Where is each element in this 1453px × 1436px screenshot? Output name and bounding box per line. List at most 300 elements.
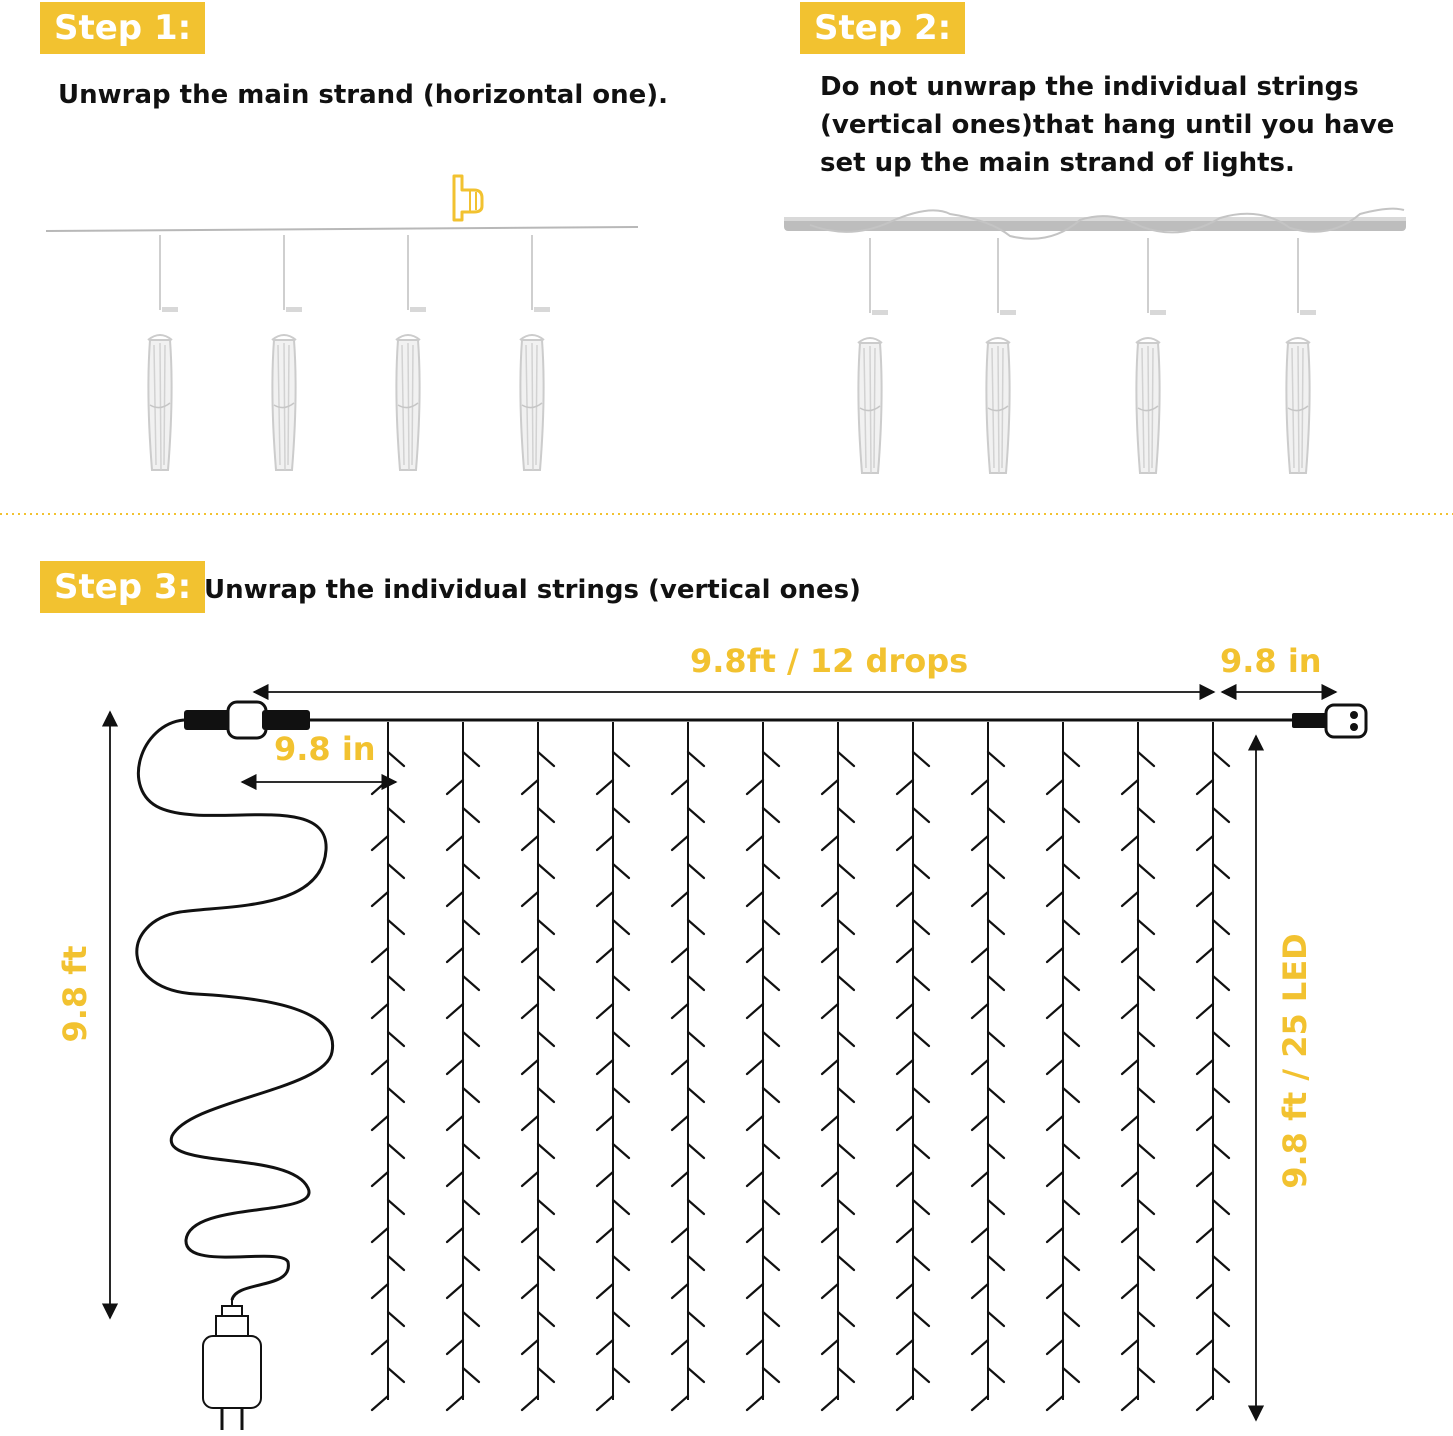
led-bulb bbox=[1047, 1116, 1063, 1130]
led-bulb bbox=[1213, 1144, 1229, 1158]
led-bulb bbox=[913, 1144, 929, 1158]
led-bulb bbox=[838, 1032, 854, 1046]
led-bulb bbox=[388, 1088, 404, 1102]
led-bulb bbox=[1063, 920, 1079, 934]
led-bulb bbox=[447, 1284, 463, 1298]
led-bulb bbox=[747, 836, 763, 850]
led-bulb bbox=[447, 1172, 463, 1186]
led-bulb bbox=[763, 1368, 779, 1382]
led-bulb bbox=[597, 1340, 613, 1354]
led-bulb bbox=[538, 1200, 554, 1214]
led-bulb bbox=[538, 1144, 554, 1158]
led-bulb bbox=[988, 808, 1004, 822]
lead-height-label: 9.8 ft bbox=[56, 945, 94, 1043]
led-bulb bbox=[1197, 836, 1213, 850]
led-bulb bbox=[1047, 780, 1063, 794]
led-bulb bbox=[838, 1088, 854, 1102]
led-bulb bbox=[822, 892, 838, 906]
led-bulb bbox=[613, 1144, 629, 1158]
led-bulb bbox=[822, 1284, 838, 1298]
led-bulb bbox=[1213, 1088, 1229, 1102]
led-bulb bbox=[688, 1144, 704, 1158]
led-bulb bbox=[1063, 1088, 1079, 1102]
power-adapter-icon bbox=[203, 1298, 261, 1430]
led-bulb bbox=[1138, 976, 1154, 990]
led-bulb bbox=[613, 1088, 629, 1102]
led-bulb bbox=[1197, 1060, 1213, 1074]
led-bulb bbox=[897, 892, 913, 906]
led-bulb bbox=[822, 1228, 838, 1242]
led-bulb bbox=[822, 1004, 838, 1018]
led-bulb bbox=[763, 976, 779, 990]
led-bulb bbox=[388, 920, 404, 934]
led-bulb bbox=[372, 1004, 388, 1018]
led-bulb bbox=[822, 1172, 838, 1186]
led-bulb bbox=[522, 1060, 538, 1074]
led-bulb bbox=[463, 1144, 479, 1158]
led-bulb bbox=[988, 752, 1004, 766]
led-bulb bbox=[538, 1032, 554, 1046]
led-bulb bbox=[822, 1340, 838, 1354]
led-bulb bbox=[1213, 864, 1229, 878]
led-bulb bbox=[672, 1284, 688, 1298]
led-bulb bbox=[1063, 976, 1079, 990]
led-bulb bbox=[613, 1256, 629, 1270]
led-bulb bbox=[388, 1032, 404, 1046]
led-bulb bbox=[372, 836, 388, 850]
led-bulb bbox=[897, 836, 913, 850]
led-bulb bbox=[597, 1284, 613, 1298]
led-bulb bbox=[538, 808, 554, 822]
led-bulb bbox=[763, 1200, 779, 1214]
led-bulb bbox=[1047, 892, 1063, 906]
led-bulb bbox=[822, 836, 838, 850]
led-bulb bbox=[672, 1172, 688, 1186]
led-bulb bbox=[538, 864, 554, 878]
start-gap-label: 9.8 in bbox=[274, 730, 376, 768]
led-bulb bbox=[763, 1256, 779, 1270]
led-bulb bbox=[1213, 976, 1229, 990]
led-bulb bbox=[972, 892, 988, 906]
led-bulb bbox=[1197, 1004, 1213, 1018]
led-bulb bbox=[388, 1144, 404, 1158]
led-bulb bbox=[1047, 1172, 1063, 1186]
led-bulb bbox=[747, 1284, 763, 1298]
led-bulb bbox=[463, 1256, 479, 1270]
led-bulb bbox=[822, 1116, 838, 1130]
led-bulb bbox=[1138, 1144, 1154, 1158]
led-bulb bbox=[1063, 1144, 1079, 1158]
lead-cable bbox=[137, 720, 333, 1300]
led-bulb bbox=[1138, 920, 1154, 934]
led-bulb bbox=[838, 752, 854, 766]
led-bulb bbox=[913, 752, 929, 766]
led-bulb bbox=[538, 1088, 554, 1102]
led-bulb bbox=[1197, 1284, 1213, 1298]
led-bulb bbox=[763, 864, 779, 878]
led-bulb bbox=[463, 1312, 479, 1326]
led-bulb bbox=[613, 920, 629, 934]
led-bulb bbox=[988, 1312, 1004, 1326]
led-bulb bbox=[988, 1200, 1004, 1214]
width-dimension-label: 9.8ft / 12 drops bbox=[690, 642, 969, 680]
led-bulb bbox=[1197, 1172, 1213, 1186]
led-bulb bbox=[1213, 1368, 1229, 1382]
led-bulb bbox=[613, 1312, 629, 1326]
led-bulb bbox=[613, 752, 629, 766]
led-bulb bbox=[1213, 1312, 1229, 1326]
led-bulb bbox=[1197, 780, 1213, 794]
led-bulb bbox=[388, 1312, 404, 1326]
led-bulb bbox=[1122, 1228, 1138, 1242]
led-bulb bbox=[1138, 1312, 1154, 1326]
step-3-text: Unwrap the individual strings (vertical ones) bbox=[204, 575, 861, 605]
led-bulb bbox=[388, 976, 404, 990]
led-bulb bbox=[688, 1312, 704, 1326]
led-bulb bbox=[597, 1396, 613, 1410]
led-bulb bbox=[672, 948, 688, 962]
led-bulb bbox=[388, 864, 404, 878]
end-gap-label: 9.8 in bbox=[1220, 642, 1322, 680]
end-plug-icon bbox=[1292, 705, 1366, 737]
led-bulb bbox=[972, 948, 988, 962]
led-bulb bbox=[1197, 1116, 1213, 1130]
led-bulb bbox=[1213, 1032, 1229, 1046]
led-bulb bbox=[838, 1200, 854, 1214]
led-bulb bbox=[597, 1060, 613, 1074]
led-bulb bbox=[688, 1088, 704, 1102]
led-bulb bbox=[1063, 1200, 1079, 1214]
led-bulb bbox=[522, 1284, 538, 1298]
led-bulb bbox=[913, 864, 929, 878]
led-bulb bbox=[988, 1088, 1004, 1102]
led-bulb bbox=[1047, 1284, 1063, 1298]
led-bulb bbox=[688, 1368, 704, 1382]
led-bulb bbox=[988, 1256, 1004, 1270]
led-bulb bbox=[988, 920, 1004, 934]
led-bulb bbox=[447, 1116, 463, 1130]
led-bulb bbox=[747, 1004, 763, 1018]
led-bulb bbox=[897, 1172, 913, 1186]
led-bulb bbox=[538, 1368, 554, 1382]
step-1-illustration bbox=[46, 176, 638, 470]
led-bulb bbox=[447, 892, 463, 906]
led-bulb bbox=[747, 1116, 763, 1130]
led-bulb bbox=[972, 1172, 988, 1186]
led-bulb bbox=[1063, 864, 1079, 878]
led-bulb bbox=[447, 780, 463, 794]
led-bulb bbox=[747, 1060, 763, 1074]
led-bulb bbox=[972, 1284, 988, 1298]
led-bulb bbox=[763, 752, 779, 766]
led-bulb bbox=[763, 1312, 779, 1326]
led-bulb bbox=[913, 1088, 929, 1102]
led-bulb bbox=[672, 1340, 688, 1354]
led-bulb bbox=[897, 1060, 913, 1074]
led-bulb bbox=[688, 752, 704, 766]
led-bulb bbox=[1138, 1032, 1154, 1046]
led-bulb bbox=[463, 920, 479, 934]
led-bulb bbox=[463, 752, 479, 766]
led-bulb bbox=[913, 920, 929, 934]
led-bulb bbox=[613, 808, 629, 822]
led-bulb bbox=[1138, 1088, 1154, 1102]
led-bulb bbox=[1047, 1340, 1063, 1354]
led-bulb bbox=[447, 948, 463, 962]
drop-height-label: 9.8 ft / 25 LED bbox=[1276, 933, 1314, 1189]
led-bulb bbox=[522, 1172, 538, 1186]
led-bulb bbox=[972, 836, 988, 850]
led-bulb bbox=[613, 1032, 629, 1046]
led-bulb bbox=[372, 1172, 388, 1186]
led-bulb bbox=[672, 1396, 688, 1410]
led-bulb bbox=[988, 976, 1004, 990]
led-bulb bbox=[747, 892, 763, 906]
led-bulb bbox=[597, 948, 613, 962]
led-bulb bbox=[372, 1396, 388, 1410]
led-bulb bbox=[972, 1004, 988, 1018]
led-bulb bbox=[538, 1256, 554, 1270]
led-bulb bbox=[822, 1060, 838, 1074]
led-bulb bbox=[897, 1228, 913, 1242]
led-bulb bbox=[1122, 1396, 1138, 1410]
led-bulb bbox=[1197, 948, 1213, 962]
step-2-illustration bbox=[784, 209, 1406, 473]
led-bulb bbox=[388, 808, 404, 822]
led-bulb bbox=[522, 1004, 538, 1018]
led-bulb bbox=[838, 1312, 854, 1326]
led-bulb bbox=[1122, 1172, 1138, 1186]
led-bulb bbox=[972, 1060, 988, 1074]
led-bulb bbox=[447, 1340, 463, 1354]
led-bulb bbox=[447, 836, 463, 850]
led-bulb bbox=[447, 1396, 463, 1410]
led-bulb bbox=[672, 836, 688, 850]
led-bulb bbox=[688, 976, 704, 990]
led-bulb bbox=[747, 1396, 763, 1410]
led-bulb bbox=[372, 1060, 388, 1074]
led-bulb bbox=[913, 1312, 929, 1326]
led-bulb bbox=[522, 1396, 538, 1410]
led-bulb bbox=[763, 1032, 779, 1046]
led-bulb bbox=[1122, 1116, 1138, 1130]
led-bulb bbox=[913, 808, 929, 822]
led-bulb bbox=[372, 892, 388, 906]
led-bulb bbox=[913, 1368, 929, 1382]
led-bulb bbox=[1063, 1368, 1079, 1382]
led-bulb bbox=[822, 780, 838, 794]
led-bulb bbox=[1138, 808, 1154, 822]
led-bulb bbox=[463, 864, 479, 878]
led-bulb bbox=[463, 1032, 479, 1046]
led-bulb bbox=[1138, 1368, 1154, 1382]
led-bulb bbox=[1122, 1340, 1138, 1354]
led-bulb bbox=[1063, 1256, 1079, 1270]
led-bulb bbox=[838, 1256, 854, 1270]
led-bulb bbox=[897, 780, 913, 794]
led-bulb bbox=[688, 864, 704, 878]
led-bulb bbox=[913, 1256, 929, 1270]
led-bulb bbox=[913, 1200, 929, 1214]
led-bulb bbox=[372, 1340, 388, 1354]
pointing-hand-icon bbox=[454, 176, 482, 220]
led-bulb bbox=[1138, 752, 1154, 766]
led-bulb bbox=[838, 976, 854, 990]
step-1-text: Unwrap the main strand (horizontal one). bbox=[58, 80, 669, 110]
led-bulb bbox=[838, 1368, 854, 1382]
led-bulb bbox=[1122, 892, 1138, 906]
led-bulb bbox=[897, 948, 913, 962]
led-bulb bbox=[897, 1116, 913, 1130]
step-2-badge: Step 2: bbox=[800, 2, 965, 54]
led-bulb bbox=[763, 1088, 779, 1102]
led-bulb bbox=[1122, 948, 1138, 962]
led-bulb bbox=[913, 1032, 929, 1046]
led-bulb bbox=[672, 892, 688, 906]
led-bulb bbox=[597, 1228, 613, 1242]
led-bulb bbox=[747, 1340, 763, 1354]
led-bulb bbox=[613, 1368, 629, 1382]
led-bulb bbox=[388, 1256, 404, 1270]
step-1-badge: Step 1: bbox=[40, 2, 205, 54]
led-bulb bbox=[988, 1032, 1004, 1046]
led-bulb bbox=[597, 892, 613, 906]
led-bulb bbox=[972, 1228, 988, 1242]
led-bulb bbox=[447, 1060, 463, 1074]
led-bulb bbox=[747, 1172, 763, 1186]
led-bulb bbox=[1138, 1200, 1154, 1214]
led-bulb bbox=[1213, 920, 1229, 934]
led-bulb bbox=[1197, 1396, 1213, 1410]
led-bulb bbox=[822, 948, 838, 962]
step-3-badge: Step 3: bbox=[40, 561, 205, 613]
led-bulb bbox=[747, 1228, 763, 1242]
led-bulb bbox=[972, 1340, 988, 1354]
led-bulb bbox=[613, 1200, 629, 1214]
led-bulb bbox=[538, 1312, 554, 1326]
led-bulb bbox=[463, 1088, 479, 1102]
led-bulb bbox=[838, 808, 854, 822]
led-bulb bbox=[388, 1368, 404, 1382]
led-bulb bbox=[1197, 1340, 1213, 1354]
led-bulb bbox=[672, 1004, 688, 1018]
led-bulb bbox=[372, 1116, 388, 1130]
led-bulb bbox=[1138, 864, 1154, 878]
led-bulb bbox=[538, 976, 554, 990]
led-bulb bbox=[372, 1228, 388, 1242]
led-bulb bbox=[897, 1340, 913, 1354]
led-bulb bbox=[1213, 752, 1229, 766]
led-bulb bbox=[1122, 780, 1138, 794]
led-bulb bbox=[463, 1200, 479, 1214]
led-bulb bbox=[1213, 1200, 1229, 1214]
led-bulb bbox=[688, 920, 704, 934]
led-bulb bbox=[1063, 1312, 1079, 1326]
led-bulb bbox=[463, 808, 479, 822]
led-bulb bbox=[913, 976, 929, 990]
led-bulb bbox=[522, 892, 538, 906]
led-bulb bbox=[1063, 808, 1079, 822]
led-bulb bbox=[688, 1200, 704, 1214]
led-bulb bbox=[372, 1284, 388, 1298]
connector-icon bbox=[184, 702, 310, 738]
led-bulb bbox=[1122, 1004, 1138, 1018]
led-bulb bbox=[1047, 836, 1063, 850]
led-bulb bbox=[372, 948, 388, 962]
led-bulb bbox=[897, 1284, 913, 1298]
led-bulb bbox=[1213, 1256, 1229, 1270]
led-bulb bbox=[522, 948, 538, 962]
led-bulb bbox=[988, 864, 1004, 878]
led-bulb bbox=[672, 1116, 688, 1130]
led-bulb bbox=[522, 836, 538, 850]
led-bulb bbox=[1063, 1032, 1079, 1046]
led-bulb bbox=[1047, 1060, 1063, 1074]
led-bulb bbox=[463, 976, 479, 990]
led-bulb bbox=[522, 1228, 538, 1242]
led-bulb bbox=[897, 1396, 913, 1410]
led-bulb bbox=[1213, 808, 1229, 822]
led-bulb bbox=[838, 1144, 854, 1158]
led-bulb bbox=[897, 1004, 913, 1018]
led-bulb bbox=[1047, 948, 1063, 962]
led-bulb bbox=[1197, 1228, 1213, 1242]
step-2-text: Do not unwrap the individual strings (vertical ones)that hang until you have set up the main strand of lights. bbox=[820, 72, 1395, 178]
led-bulb bbox=[597, 836, 613, 850]
led-bulb bbox=[747, 948, 763, 962]
led-bulb bbox=[388, 752, 404, 766]
led-bulb bbox=[672, 1060, 688, 1074]
led-bulb bbox=[822, 1396, 838, 1410]
led-bulb bbox=[1063, 752, 1079, 766]
led-bulb bbox=[988, 1368, 1004, 1382]
led-bulb bbox=[838, 920, 854, 934]
led-bulb bbox=[1197, 892, 1213, 906]
led-bulb bbox=[1047, 1396, 1063, 1410]
led-bulb bbox=[972, 1396, 988, 1410]
led-bulb bbox=[597, 1004, 613, 1018]
led-bulb bbox=[988, 1144, 1004, 1158]
led-bulb bbox=[972, 780, 988, 794]
led-bulb bbox=[1047, 1228, 1063, 1242]
led-bulb bbox=[597, 1116, 613, 1130]
led-bulb bbox=[538, 752, 554, 766]
led-bulb bbox=[1122, 836, 1138, 850]
led-bulb bbox=[1122, 1060, 1138, 1074]
led-bulb bbox=[447, 1004, 463, 1018]
led-bulb bbox=[688, 808, 704, 822]
led-bulb bbox=[1138, 1256, 1154, 1270]
led-bulb bbox=[688, 1256, 704, 1270]
led-bulb bbox=[672, 1228, 688, 1242]
led-bulb bbox=[747, 780, 763, 794]
led-bulb bbox=[1047, 1004, 1063, 1018]
led-bulb bbox=[1122, 1284, 1138, 1298]
led-bulb bbox=[597, 1172, 613, 1186]
led-bulb bbox=[388, 1200, 404, 1214]
led-bulb bbox=[522, 780, 538, 794]
led-bulb bbox=[763, 808, 779, 822]
led-bulb bbox=[522, 1116, 538, 1130]
led-bulb bbox=[463, 1368, 479, 1382]
led-bulb bbox=[522, 1340, 538, 1354]
led-bulb bbox=[763, 1144, 779, 1158]
led-bulb bbox=[613, 864, 629, 878]
led-bulb bbox=[672, 780, 688, 794]
led-bulb bbox=[763, 920, 779, 934]
led-bulb bbox=[538, 920, 554, 934]
led-bulb bbox=[838, 864, 854, 878]
